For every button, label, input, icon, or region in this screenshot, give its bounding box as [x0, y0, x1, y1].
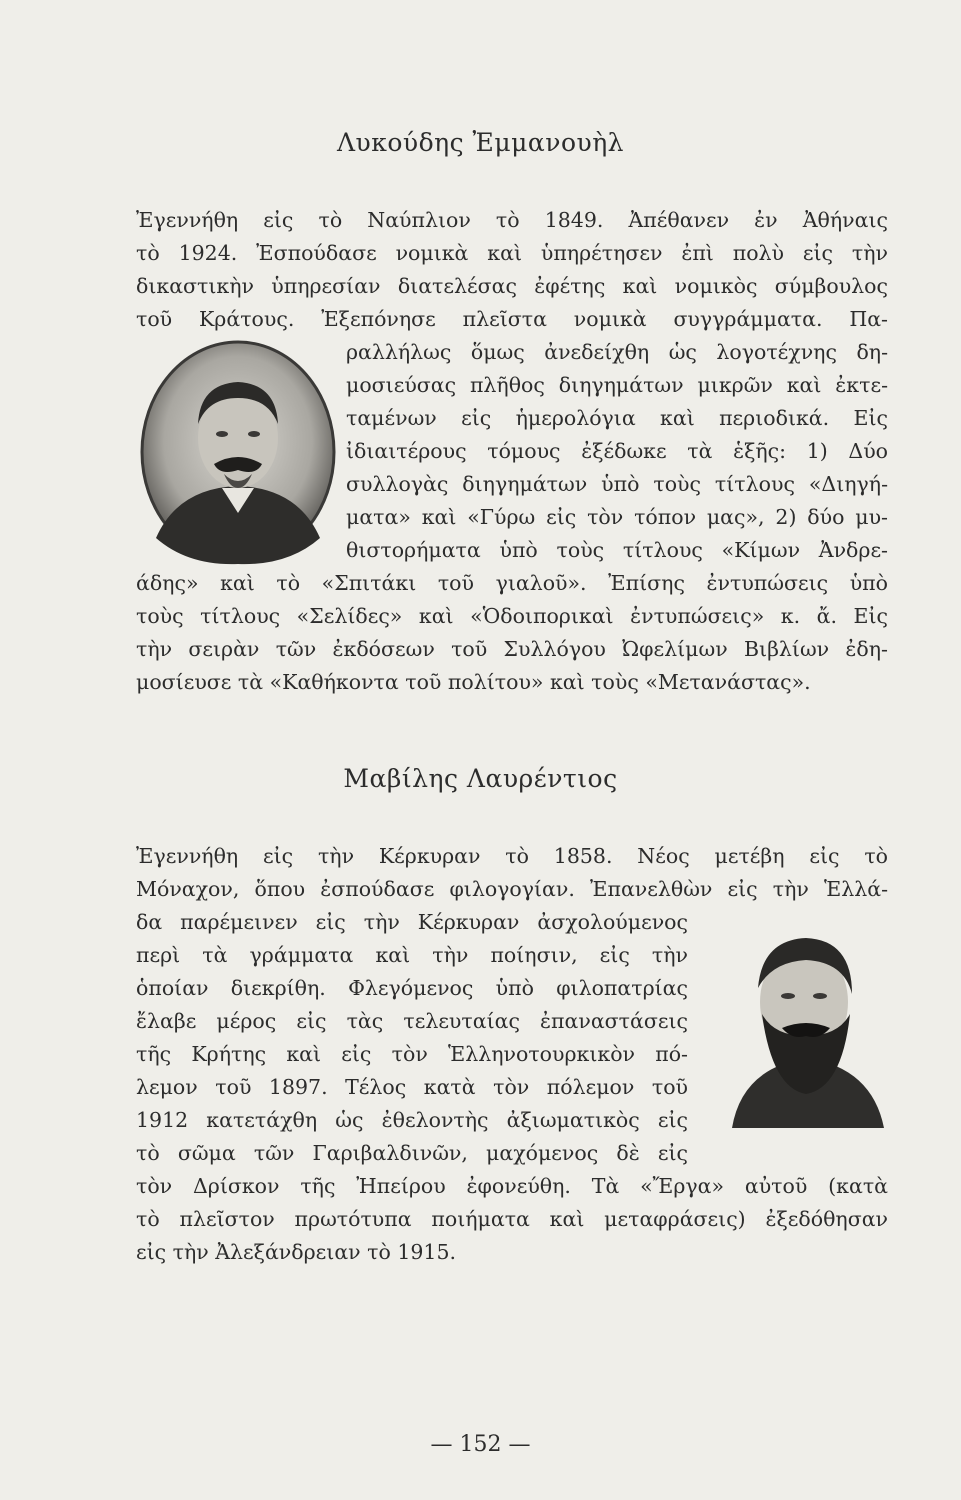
- portrait-mavilis: [712, 918, 902, 1128]
- text-line: άδης» καὶ τὸ «Σπιτάκι τοῦ γιαλοῦ». Ἐπίσης ἐντυπώσεις ὑπὸ: [136, 571, 888, 595]
- page-number: — 152 —: [430, 1432, 531, 1457]
- portrait-lykoudis: [138, 338, 338, 566]
- text-line: ματα» καὶ «Γύρω εἰς τὸν τόπον μας», 2) δύο μυ-: [346, 505, 888, 529]
- text-line: θιστορήματα ὑπὸ τοὺς τίτλους «Κίμων Ἀνδρε-: [346, 538, 888, 562]
- text-line: Ἐγεννήθη εἰς τὴν Κέρκυραν τὸ 1858. Νέος μετέβη εἰς τὸ: [136, 844, 888, 868]
- text-line: μοσιεύσας πλῆθος διηγημάτων μικρῶν καὶ ἐκτε-: [346, 373, 888, 397]
- text-line: μοσίευσε τὰ «Καθήκοντα τοῦ πολίτου» καὶ τοὺς «Μετανάστας».: [136, 670, 811, 694]
- text-line: ταμένων εἰς ἡμερολόγια καὶ περιοδικά. Εἰς: [346, 406, 888, 430]
- section-title-mavilis: Μαβίλης Λαυρέντιος: [343, 764, 618, 793]
- text-line: Μόναχον, ὅπου ἐσπούδασε φιλογογίαν. Ἐπανελθὼν εἰς τὴν Ἑλλά-: [136, 877, 888, 901]
- text-line: τοῦ Κράτους. Ἐξεπόνησε πλεῖστα νομικὰ συγγράμματα. Πα-: [136, 307, 888, 331]
- text-line: τὸ πλεῖστον πρωτότυπα ποιήματα καὶ μεταφράσεις) ἐξεδόθησαν: [136, 1207, 888, 1231]
- text-line: ὁποίαν διεκρίθη. Φλεγόμενος ὑπὸ φιλοπατρίας: [136, 976, 688, 1000]
- text-line: τοὺς τίτλους «Σελίδες» καὶ «Ὁδοιπορικαὶ ἐντυπώσεις» κ. ἄ. Εἰς: [136, 604, 888, 628]
- text-line: εἰς τὴν Ἀλεξάνδρειαν τὸ 1915.: [136, 1240, 457, 1264]
- text-line: 1912 κατετάχθη ὡς ἐθελοντὴς ἀξιωματικὸς εἰς: [136, 1108, 688, 1132]
- text-line: Ἐγεννήθη εἰς τὸ Ναύπλιον τὸ 1849. Ἀπέθανεν ἐν Ἀθήναις: [136, 208, 888, 232]
- text-line: τὸν Δρίσκον τῆς Ἠπείρου ἐφονεύθη. Τὰ «Ἔργα» αὐτοῦ (κατὰ: [136, 1174, 888, 1198]
- text-line: δα παρέμεινεν εἰς τὴν Κέρκυραν ἀσχολούμενος: [136, 910, 688, 934]
- text-line: τὸ 1924. Ἐσπούδασε νομικὰ καὶ ὑπηρέτησεν ἐπὶ πολὺ εἰς τὴν: [136, 241, 888, 265]
- text-line: ἰδιαιτέρους τόμους ἐξέδωκε τὰ ἑξῆς: 1) Δύο: [346, 439, 888, 463]
- text-line: λεμον τοῦ 1897. Τέλος κατὰ τὸν πόλεμον τοῦ: [136, 1075, 688, 1099]
- text-line: τὴν σειρὰν τῶν ἐκδόσεων τοῦ Συλλόγου Ὠφελίμων Βιβλίων ἐδη-: [136, 637, 888, 661]
- text-line: τὸ σῶμα τῶν Γαριβαλδινῶν, μαχόμενος δὲ εἰς: [136, 1141, 688, 1165]
- text-line: ἔλαβε μέρος εἰς τὰς τελευταίας ἐπαναστάσεις: [136, 1009, 688, 1033]
- text-line: ραλλήλως ὅμως ἀνεδείχθη ὡς λογοτέχνης δη-: [346, 340, 888, 364]
- text-line: περὶ τὰ γράμματα καὶ τὴν ποίησιν, εἰς τὴν: [136, 943, 688, 967]
- text-line: δικαστικὴν ὑπηρεσίαν διατελέσας ἐφέτης καὶ νομικὸς σύμβουλος: [136, 274, 888, 298]
- section-title-lykoudis: Λυκούδης Ἐμμανουὴλ: [336, 128, 625, 157]
- text-line: συλλογὰς διηγημάτων ὑπὸ τοὺς τίτλους «Διηγή-: [346, 472, 888, 496]
- text-line: τῆς Κρήτης καὶ εἰς τὸν Ἑλληνοτουρκικὸν πό-: [136, 1042, 688, 1066]
